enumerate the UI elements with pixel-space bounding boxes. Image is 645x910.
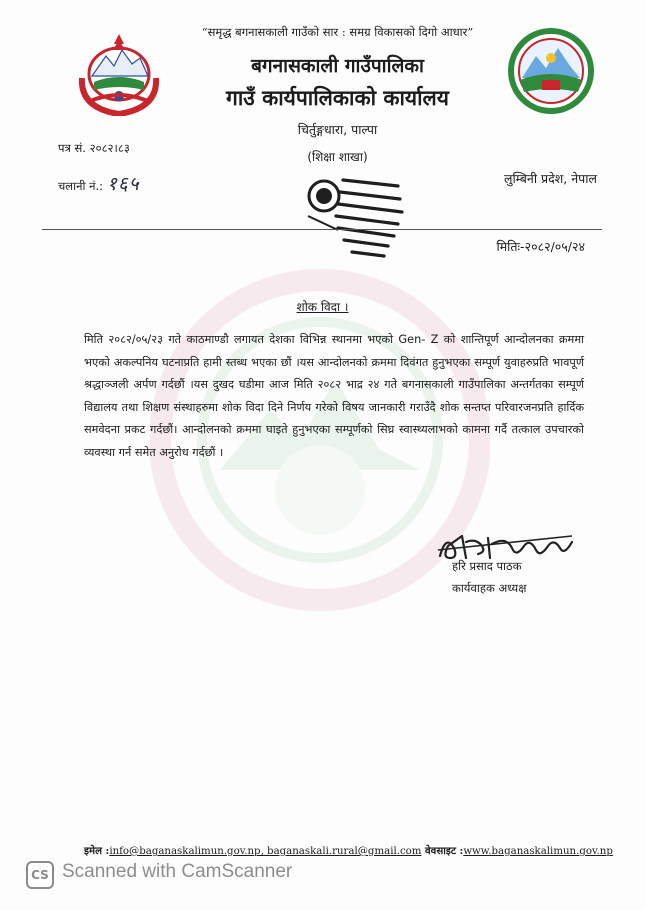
camscanner-icon: CS <box>26 861 54 889</box>
dispatch-value: १६५ <box>107 173 140 195</box>
nepal-emblem-logo-icon <box>74 28 164 116</box>
letter-date: मितिः-२०८२/०५/२४ <box>496 239 585 254</box>
province-label: लुम्बिनी प्रदेश, नेपाल <box>503 171 597 186</box>
municipality-logo-icon <box>508 28 594 114</box>
camscanner-text: Scanned with CamScanner <box>62 861 293 882</box>
office-name: गाउँ कार्यपालिकाको कार्यालय <box>226 86 449 110</box>
office-stamp-icon <box>298 172 408 262</box>
dispatch-label: चलानी नं.: <box>58 179 104 193</box>
website-link[interactable]: www.baganaskalimun.gov.np <box>463 846 613 857</box>
section-name: (शिक्षा शाखा) <box>307 150 368 164</box>
signatory-title: कार्यवाहक अध्यक्ष <box>452 581 527 595</box>
subject-line <box>0 298 645 315</box>
letter-body: मिति २०८२/०५/२३ गते काठमाण्डौ लगायत देशका विभिन्न स्थानमा भएको Gen- Z को शान्तिपूर्ण आन्दोलनका क्रममा भएको अकल्पनिय घटनाप्रति हामी स्तब्ध भएका छौं ।यस आन्दोलनको क्रममा दिवंगत हुनुभएका सम्पूर्ण युवाहरुप्रति भावपूर्ण श्रद्धाञ्जली अर्पण गर्दछौं ।यस दुखद घडीमा आज मिति २०८२ भाद्र २४ गते बगनासकाली गाउँपालिका अन्तर्गतका सम्पूर्ण विद्यालय तथा शिक्षण संस्थाहरुमा शोक विदा दिने निर्णय गरेको विषय जानकारी गराउँदै शोक सन्तप्त परिवारजनप्रति हार्दिक समवेदना प्रकट गर्दछौं। आन्दोलनको क्रममा घाइते हुनुभएका सम्पूर्णको सिघ्र स्वास्थ्यलाभको कामना गर्दै तत्काल उपचारको व्यवस्था गर्न समेत अनुरोध गर्दछौं । <box>84 333 584 459</box>
office-address: चिर्तुङ्गधारा, पाल्पा <box>297 122 378 137</box>
organization-name: बगनासकाली गाउँपालिका <box>251 55 424 77</box>
website-label: वेवसाइट : <box>425 845 464 857</box>
signatory-name: हरि प्रसाद पाठक <box>452 559 522 573</box>
camscanner-badge <box>0 855 645 895</box>
letter-number: पत्र सं. २०८२।८३ <box>58 141 130 155</box>
motto: “समृद्ध बगनासकाली गाउँको सार : समग्र विकासको दिगो आधार” <box>201 25 474 39</box>
email-label: इमेल : <box>84 845 110 857</box>
header-divider <box>42 229 602 230</box>
dispatch-number <box>58 170 140 196</box>
email-links[interactable]: info@baganaskalimun.gov.np, baganaskali.rural@gmail.com <box>109 846 422 857</box>
subject-text: शोक विदा । <box>296 300 349 314</box>
